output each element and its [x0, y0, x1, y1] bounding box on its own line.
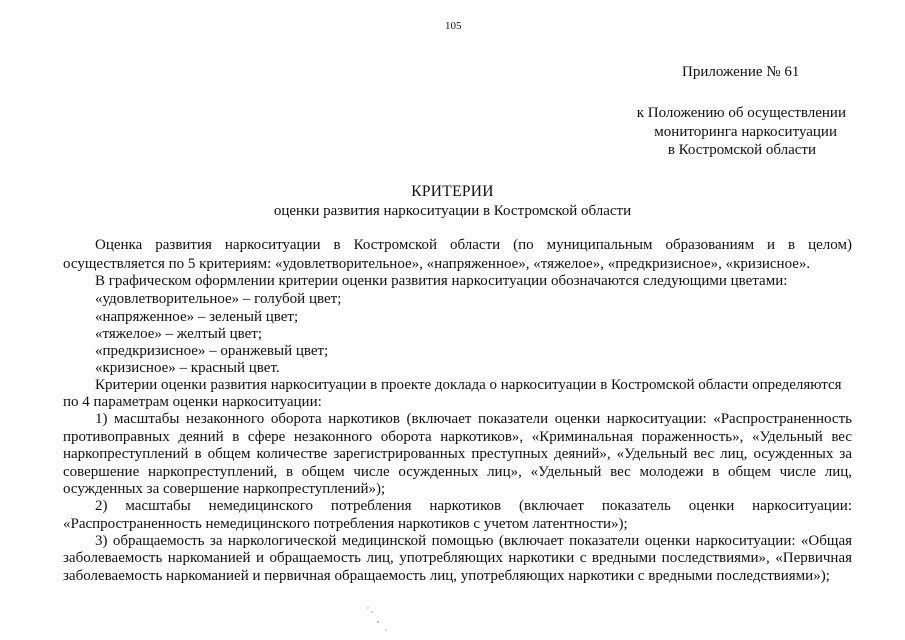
body-line: Критерии оценки развития наркоситуации в проекте доклада о наркоситуации в Костромской области определяются — [95, 377, 842, 393]
body-line: совершение наркопреступлений, в общем числе осужденных лиц», «Удельный вес молодежи в общем числе лиц, — [63, 464, 852, 480]
reference-line-2: мониторинга наркоситуации — [654, 124, 837, 140]
body-line: Оценка развития наркоситуации в Костромской области (по муниципальным образованиям и в целом) — [95, 237, 852, 253]
body-line: по 4 параметрам оценки наркоситуации: — [63, 394, 322, 410]
body-line: заболеваемость наркоманией и первичная обращаемость лиц, употребляющих наркотики с вредными последствиями»); — [63, 568, 830, 584]
body-line: «напряженное» – зеленый цвет; — [95, 309, 299, 325]
reference-line-1: к Положению об осуществлении — [636, 105, 846, 121]
body-line: 1) масштабы незаконного оборота наркотиков (включает показатели оценки наркоситуации: «Распространенность — [95, 411, 852, 427]
body-line: «Распространенность немедицинского потребления наркотиков с учетом латентности»); — [63, 516, 628, 532]
page-number: 105 — [445, 20, 462, 32]
scan-specks — [360, 604, 400, 634]
body-line: осуществляется по 5 критериям: «удовлетворительное», «напряженное», «тяжелое», «предкризисное», «кризисное». — [63, 256, 811, 272]
document-title: КРИТЕРИИ — [411, 183, 494, 200]
body-line: «предкризисное» – оранжевый цвет; — [95, 343, 329, 359]
reference-line-3: в Костромской области — [667, 142, 816, 158]
body-line: «кризисное» – красный цвет. — [95, 360, 280, 376]
body-line: В графическом оформлении критерии оценки развития наркоситуации обозначаются следующими цветами: — [95, 273, 788, 289]
appendix-label: Приложение № 61 — [682, 64, 800, 80]
body-line: «удовлетворительное» – голубой цвет; — [95, 291, 342, 307]
body-line: противоправных деяний в сфере незаконного оборота наркотиков», «Криминальная пораженность», «Удельный вес — [63, 429, 852, 445]
body-line: осужденных за совершение наркопреступлений»); — [63, 481, 386, 497]
body-line: наркопреступлений в общем количестве зарегистрированных преступных деяний», «Удельный вес лиц, осужденных за — [63, 446, 852, 462]
document-subtitle: оценки развития наркоситуации в Костромской области — [273, 203, 632, 219]
body-line: заболеваемость наркоманией и обращаемость лиц, употребляющих наркотики с вредными последствиями», «Первичная — [63, 550, 852, 566]
body-line: 3) обращаемость за наркологической медицинской помощью (включает показатели оценки наркоситуации: «Общая — [95, 533, 852, 549]
body-line: 2) масштабы немедицинского потребления наркотиков (включает показатель оценки наркоситуации: — [95, 498, 852, 514]
body-line: «тяжелое» – желтый цвет; — [95, 326, 263, 342]
